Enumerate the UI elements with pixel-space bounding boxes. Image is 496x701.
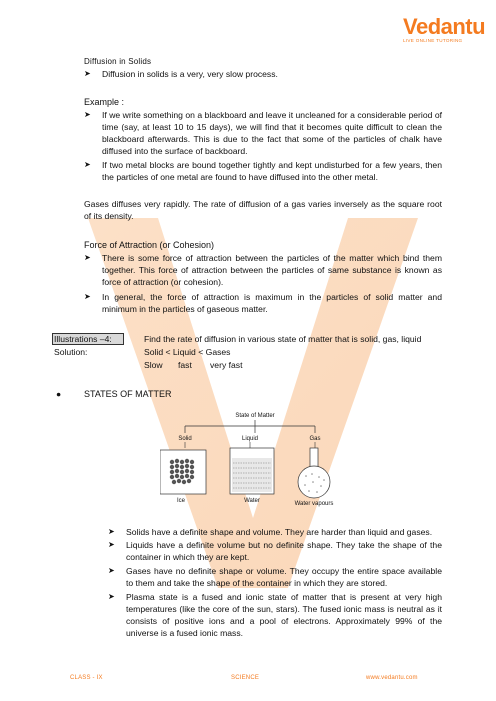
ice-illustration xyxy=(160,450,206,504)
diagram-solid-label: Solid xyxy=(178,436,192,442)
bullet-text: Solids have a definite shape and volume. They are harder than liquid and gases. xyxy=(126,527,433,537)
diagram-water-label: Water xyxy=(244,498,260,504)
arrow-bullet-icon: ➤ xyxy=(108,592,115,601)
arrow-bullet-icon: ➤ xyxy=(84,292,91,301)
arrow-bullet-icon: ➤ xyxy=(108,527,115,536)
solution-fast: fast xyxy=(178,360,192,370)
solution-label: Solution: xyxy=(54,347,88,357)
diagram-liquid-label: Liquid xyxy=(241,436,259,442)
bullet-text: Gases have no definite shape or volume. They occupy the entire space available to them and take the shape of the container in which they are stored. xyxy=(126,566,442,588)
illustration-question: Find the rate of diffusion in various state of matter that is solid, gas, liquid xyxy=(144,334,422,344)
bullet-text: Liquids have a definite volume but no definite shape. They take the shape of the container in which they are kept. xyxy=(126,540,442,562)
bullet-text: If two metal blocks are bound together tightly and kept undisturbed for a few years, then the particles of one metal are found to have diffused into the other metal. xyxy=(102,160,442,182)
solution-very-fast: very fast xyxy=(210,360,243,370)
bullet-text: Plasma state is a fused and ionic state of matter that is present at very high temperatures (like the core of the sun, stars). The fused ionic mass is neutral as it consists of positive ions and a pool of electrons. Approximately 99% of the universe is a fused ionic mass. xyxy=(126,592,442,638)
diffusion-solids-heading: Diffusion in Solids xyxy=(84,57,152,66)
bullet-text: If we write something on a blackboard and leave it uncleaned for a considerable period of time (say, at least 10 to 15 days), we will find that it becomes quite difficult to clean the blackboard afterwards. This is due to the fact that some of the particles of chalk have diffused into the surface of backboard. xyxy=(102,110,442,156)
logo-tagline: LIVE ONLINE TUTORING xyxy=(403,38,463,43)
states-diagram xyxy=(160,408,350,512)
gases-paragraph: Gases diffuses very rapidly. The rate of diffusion of a gas varies inversely as the square root of its density. xyxy=(84,199,442,221)
list-item xyxy=(84,109,442,159)
list-item xyxy=(84,291,442,317)
states-heading: STATES OF MATTER xyxy=(84,389,172,399)
diagram-gas-label: Gas xyxy=(309,436,321,442)
cohesion-heading: Force of Attraction (or Cohesion) xyxy=(84,240,215,250)
flask-illustration xyxy=(295,448,334,507)
arrow-bullet-icon: ➤ xyxy=(84,253,91,262)
example-heading: Example : xyxy=(84,97,125,107)
arrow-bullet-icon: ➤ xyxy=(84,160,91,169)
arrow-bullet-icon: ➤ xyxy=(84,110,91,119)
list-item xyxy=(84,68,442,80)
water-illustration xyxy=(230,448,274,504)
bullet-text: In general, the force of attraction is maximum in the particles of solid matter and minimum in the particles of gaseous matter. xyxy=(102,292,442,314)
bullet-text: Diffusion in solids is a very, very slow process. xyxy=(102,69,278,79)
arrow-bullet-icon: ➤ xyxy=(108,540,115,549)
solution-slow: Slow xyxy=(144,360,163,370)
list-item xyxy=(108,591,442,641)
diagram-root-label: State of Matter xyxy=(235,413,275,419)
logo-name: Vedantu xyxy=(403,14,486,39)
diagram-ice-label: Ice xyxy=(176,498,186,504)
list-item xyxy=(108,539,442,565)
footer-subject: SCIENCE xyxy=(231,675,260,681)
solution-line: Solid < Liquid < Gases xyxy=(144,347,231,357)
list-item xyxy=(84,252,442,290)
list-item xyxy=(108,565,442,591)
diagram-water-vapours-label: Water vapours xyxy=(294,501,334,507)
illustration-label: Illustrations –4: xyxy=(52,333,124,345)
arrow-bullet-icon: ➤ xyxy=(108,566,115,575)
footer-website-link[interactable]: www.vedantu.com xyxy=(366,675,418,681)
bullet-dot-icon: ● xyxy=(56,389,62,399)
illustration-block xyxy=(52,333,444,345)
footer-class: CLASS - IX xyxy=(70,675,103,681)
vedantu-logo[interactable] xyxy=(403,14,486,50)
list-item xyxy=(108,526,442,538)
arrow-bullet-icon: ➤ xyxy=(84,69,91,78)
list-item xyxy=(84,159,442,185)
bullet-text: There is some force of attraction between the particles of the matter which bind them together. This force of attraction between the particles of same substance is known as force of attraction (or cohesion). xyxy=(102,253,442,287)
